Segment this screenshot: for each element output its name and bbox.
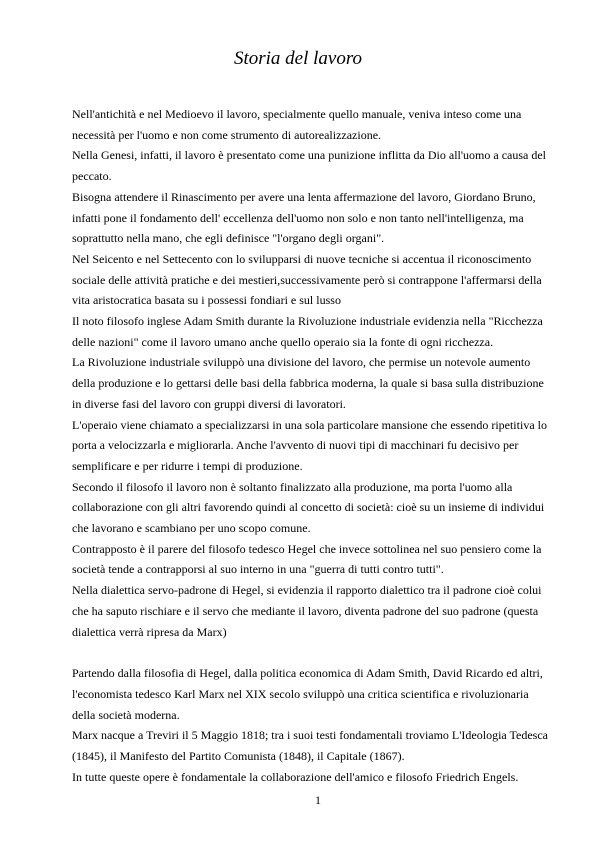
document-body [72,104,554,788]
paragraph-worker-specialization: L'operaio viene chiamato a specializzarsi in una sola particolare mansione che essendo ripetitiva lo porta a velocizzarla e migliorarla. Anche l'avvento di nuovi tipi di macchinari fu decisivo per semplificare e per ridurre i tempi di produzione. [72,417,547,473]
document-title: Storia del lavoro [233,48,363,69]
paragraph-spacer [72,642,554,663]
paragraph-seventeenth-century: Nel Seicento e nel Settecento con lo svilupparsi di nuove tecniche si accentua il riconoscimento sociale delle attività pratiche e dei mestieri,successivamente però si contrappone l'affermarsi della vita aristocratica basata su i possessi fondiari e sul lusso [72,251,542,308]
paragraph-antiquity: Nell'antichità e nel Medioevo il lavoro, specialmente quello manuale, veniva inteso come una necessità per l'uomo e non come strumento di autorealizzazione. [72,107,522,142]
paragraph-master-slave-dialectic: Nella dialettica servo-padrone di Hegel, si evidenzia il rapporto dialettico tra il padrone cioè colui che ha saputo rischiare e il servo che mediante il lavoro, diventa padrone del suo padrone (questa dialettica verrà ripresa da Marx) [72,583,542,639]
paragraph-collaboration: Secondo il filosofo il lavoro non è soltanto finalizzato alla produzione, ma porta l'uomo alla collaborazione con gli altri favorendo quindi al concetto di società: cioè su un insieme di individui che lavorano e scambiano per uno scopo comune. [72,479,545,536]
paragraph-renaissance: Bisogna attendere il Rinascimento per avere una lenta affermazione del lavoro, Giordano Bruno, infatti pone il fondamento dell' eccellenza dell'uomo non solo e non tanto nell'intelligenza, ma soprattutto nella mano, che egli definisce "l'organo degli organi". [72,189,536,246]
paragraph-hegel: Contrapposto è il parere del filosofo tedesco Hegel che invece sottolinea nel suo pensiero come la società tende a contrapporsi al suo interno in una "guerra di tutti contro tutti". [72,541,542,577]
paragraph-genesis: Nella Genesi, infatti, il lavoro è presentato come una punizione inflitta da Dio all'uomo a causa del peccato. [72,148,547,184]
paragraph-marx-biography: Marx nacque a Treviri il 5 Maggio 1818; tra i suoi testi fondamentali troviamo L'Ideologia Tedesca (1845), il Manifesto del Partito Comunista (1848), il Capitale (1867). [72,728,548,764]
paragraph-engels: In tutte queste opere è fondamentale la collaborazione dell'amico e filosofo Friedrich Engels. [72,769,519,784]
paragraph-industrial-revolution: La Rivoluzione industriale sviluppò una divisione del lavoro, che permise un notevole aumento della produzione e lo gettarsi delle basi della fabbrica moderna, la quale si basa sulla distribuzione in diverse fasi del lavoro con gruppi diversi di lavoratori. [72,355,544,411]
paragraph-marx-critique: Partendo dalla filosofia di Hegel, dalla politica economica di Adam Smith, David Ricardo ed altri, l'economista tedesco Karl Marx nel XIX secolo sviluppò una critica scientifica e rivoluzionaria della società moderna. [72,666,543,722]
page-number: 1 [315,793,321,807]
paragraph-adam-smith: Il noto filosofo inglese Adam Smith durante la Rivoluzione industriale evidenzia nella "Ricchezza delle nazioni" come il lavoro umano anche quello operaio sia la fonte di ogni ricchezza. [72,314,543,349]
